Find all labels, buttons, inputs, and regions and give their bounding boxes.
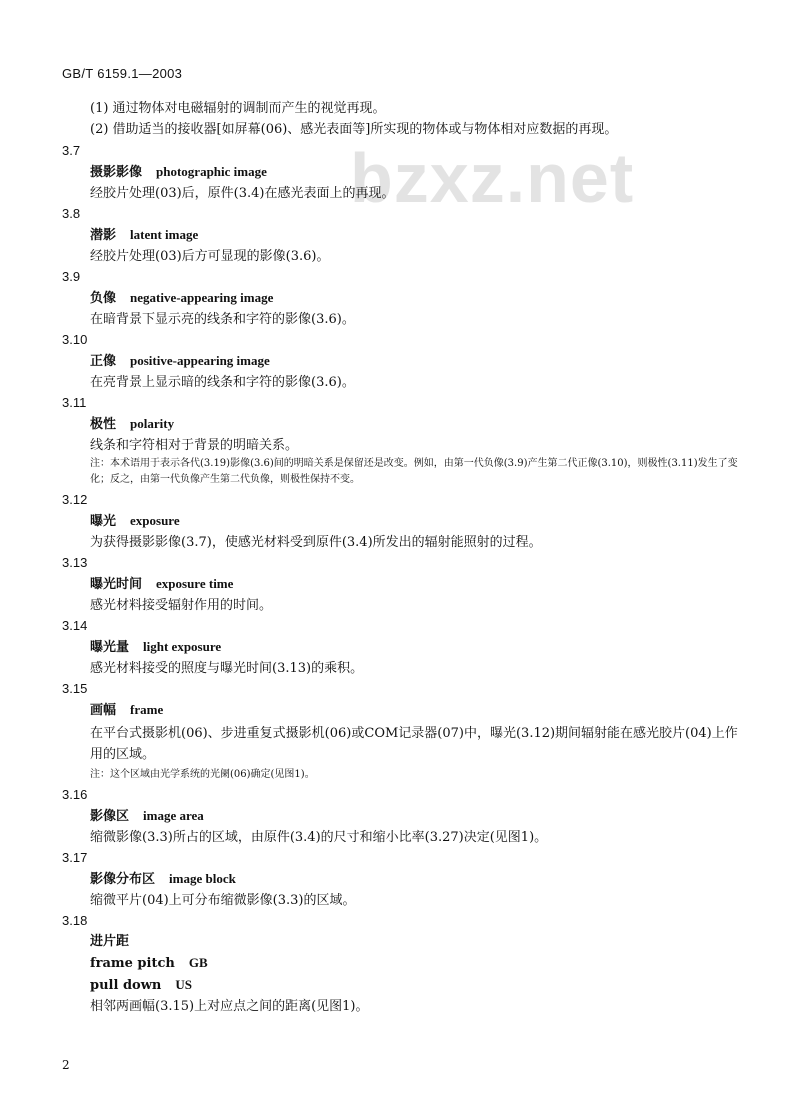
term-zh: 曝光 — [90, 514, 117, 529]
definition: 缩微影像(3.3)所占的区域，由原件(3.4)的尺寸和缩小比率(3.27)决定(见图1)。 — [90, 830, 548, 845]
term-en: image block — [169, 871, 236, 886]
clause-number: 3.17 — [62, 850, 88, 865]
page-number: 2 — [62, 1058, 70, 1072]
term-en: exposure time — [156, 576, 234, 591]
term — [62, 870, 742, 888]
term-zh: 进片距 — [90, 934, 130, 949]
term-en: image area — [143, 808, 204, 823]
definition: 相邻两画幅(3.15)上对应点之间的距离(见图1)。 — [90, 999, 369, 1014]
term-zh: 负像 — [90, 291, 117, 306]
definition: 经胶片处理(03)后，原件(3.4)在感光表面上的再现。 — [90, 186, 395, 201]
definition: 为获得摄影影像(3.7)，使感光材料受到原件(3.4)所发出的辐射能照射的过程。 — [90, 535, 542, 550]
term-en-name: frame pitch — [90, 956, 175, 971]
term — [62, 289, 742, 307]
term-en: latent image — [130, 227, 199, 242]
term — [62, 352, 742, 370]
term — [62, 512, 742, 530]
term-en-name: pull down — [90, 978, 162, 993]
clause-number: 3.11 — [62, 395, 87, 410]
definition: 在平台式摄影机(06)、步进重复式摄影机(06)或COM记录器(07)中，曝光(3.12)期间辐射能在感光胶片(04)上作用的区域。 — [90, 726, 738, 762]
term — [62, 807, 742, 825]
definition: 在亮背景上显示暗的线条和字符的影像(3.6)。 — [90, 375, 355, 390]
term-en: polarity — [130, 416, 175, 431]
term — [62, 701, 742, 719]
document-body — [62, 100, 742, 1015]
term-zh: 影像区 — [90, 809, 130, 824]
watermark: bzxz.net — [350, 139, 635, 217]
clause-number: 3.8 — [62, 206, 81, 221]
term-en: frame — [130, 702, 164, 717]
clause-number: 3.16 — [62, 787, 88, 802]
term-zh: 摄影影像 — [90, 165, 143, 180]
term-en: light exposure — [143, 639, 222, 654]
term-zh: 正像 — [90, 354, 117, 369]
definition: 在暗背景下显示亮的线条和字符的影像(3.6)。 — [90, 312, 355, 327]
term-en — [62, 976, 742, 994]
term-zh: 曝光时间 — [90, 577, 143, 592]
term-region-tag: US — [175, 977, 192, 992]
term-zh: 极性 — [90, 417, 117, 432]
definition: 经胶片处理(03)后方可显现的影像(3.6)。 — [90, 249, 330, 264]
term — [62, 415, 742, 433]
term-en: negative-appearing image — [130, 290, 274, 305]
definition: 线条和字符相对于背景的明暗关系。 — [90, 438, 299, 453]
clause-number: 3.12 — [62, 492, 88, 507]
term-en: positive-appearing image — [130, 353, 270, 368]
list-item: (2) 借助适当的接收器[如屏幕(06)、感光表面等]所实现的物体或与物体相对应数据的再现。 — [90, 122, 618, 137]
term-zh: 潜影 — [90, 228, 117, 243]
note: 注：本术语用于表示各代(3.19)影像(3.6)间的明暗关系是保留还是改变。例如，由第一代负像(3.9)产生第二代正像(3.10)，则极性(3.11)发生了变化；反之，由第一代负像产生第二代负像，则极性保持不变。 — [90, 458, 738, 485]
clause-number: 3.14 — [62, 618, 88, 633]
clause-number: 3.15 — [62, 681, 88, 696]
term — [62, 226, 742, 244]
clause-number: 3.18 — [62, 913, 88, 928]
standard-number: GB/T 6159.1—2003 — [62, 66, 183, 81]
term-zh: 曝光量 — [90, 640, 130, 655]
definition: 缩微平片(04)上可分布缩微影像(3.3)的区域。 — [90, 893, 356, 908]
clause-number: 3.10 — [62, 332, 88, 347]
term-region-tag: GB — [188, 955, 208, 970]
term — [62, 638, 742, 656]
term — [62, 163, 742, 181]
definition: 感光材料接受的照度与曝光时间(3.13)的乘积。 — [90, 661, 364, 676]
definition: 感光材料接受辐射作用的时间。 — [90, 598, 273, 613]
clause-number: 3.9 — [62, 269, 81, 284]
term-zh: 影像分布区 — [90, 872, 156, 887]
term-en: exposure — [130, 513, 180, 528]
term — [62, 575, 742, 593]
term-en — [62, 954, 742, 972]
list-item: (1) 通过物体对电磁辐射的调制而产生的视觉再现。 — [90, 101, 386, 116]
note: 注：这个区域由光学系统的光阑(06)确定(见图1)。 — [90, 769, 315, 780]
clause-number: 3.13 — [62, 555, 88, 570]
term-zh: 画幅 — [90, 703, 117, 718]
term-en: photographic image — [156, 164, 267, 179]
clause-number: 3.7 — [62, 143, 81, 158]
